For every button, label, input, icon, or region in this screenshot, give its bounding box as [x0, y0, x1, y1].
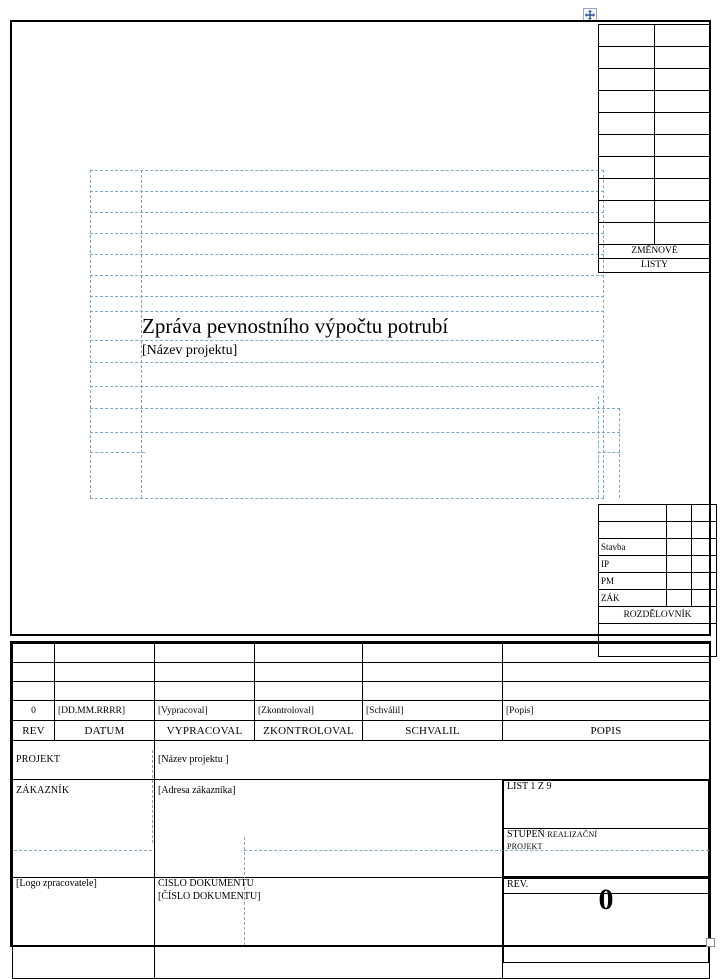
revision-cell[interactable] — [363, 682, 503, 701]
revision-cell[interactable] — [55, 644, 155, 663]
customer-label: ZÁKAZNÍK — [13, 780, 155, 878]
revision-rev-value[interactable]: 0 — [13, 701, 55, 721]
revision-number-row — [504, 894, 709, 963]
revision-label: REV. — [504, 879, 709, 894]
sheet-stage-label: STUPEŇ — [507, 829, 545, 840]
change-sheets-title-row — [599, 259, 711, 273]
distribution-cell[interactable] — [692, 590, 717, 607]
change-sheets-row — [599, 157, 711, 179]
revision-cell[interactable] — [363, 663, 503, 682]
project-label: PROJEKT — [13, 741, 155, 780]
distribution-row — [599, 505, 717, 522]
change-sheets-cell[interactable] — [655, 157, 711, 179]
customer-value[interactable]: [Adresa zákazníka] — [155, 780, 503, 878]
distribution-title-row — [599, 607, 717, 624]
revision-number-value: 0 — [598, 883, 614, 916]
distribution-cell[interactable] — [667, 556, 692, 573]
revision-blank-row — [13, 682, 710, 701]
revision-cell[interactable] — [13, 663, 55, 682]
sheet-list-value[interactable]: LIST 1 Z 9 — [504, 781, 709, 829]
change-sheets-cell[interactable] — [655, 113, 711, 135]
distribution-row — [599, 590, 717, 607]
change-sheets-row — [599, 113, 711, 135]
title-block — [10, 641, 711, 947]
document-number-table — [155, 878, 502, 976]
change-sheets-cell[interactable] — [599, 69, 655, 91]
revision-checker-value[interactable]: [Zkontroloval] — [255, 701, 363, 721]
revision-number-table — [503, 878, 709, 963]
document-number-value-row — [155, 891, 502, 976]
distribution-cell[interactable] — [667, 505, 692, 522]
distribution-table — [598, 504, 717, 657]
distribution-label-pm[interactable]: PM — [599, 573, 667, 590]
revision-row — [13, 701, 710, 721]
revision-header-row — [13, 721, 710, 741]
title-block-table — [12, 643, 710, 979]
distribution-row — [599, 539, 717, 556]
change-sheets-title-row — [599, 245, 711, 259]
sheet-stage-cell[interactable] — [504, 829, 709, 877]
change-sheets-cell[interactable] — [599, 47, 655, 69]
distribution-cell[interactable] — [692, 539, 717, 556]
project-value[interactable]: [Název projektu ] — [155, 741, 710, 780]
distribution-label-stavba[interactable]: Stavba — [599, 539, 667, 556]
change-sheets-row — [599, 223, 711, 245]
distribution-cell[interactable] — [667, 539, 692, 556]
change-sheets-cell[interactable] — [655, 223, 711, 245]
sheet-list-row — [504, 781, 709, 829]
logo-placeholder[interactable]: [Logo zpracovatele] — [13, 878, 155, 979]
resize-handle[interactable] — [706, 938, 715, 947]
change-sheets-row — [599, 25, 711, 47]
revision-cell[interactable] — [503, 682, 710, 701]
revision-date-value[interactable]: [DD.MM.RRRR] — [55, 701, 155, 721]
page-subtitle: [Název projektu] — [142, 343, 238, 358]
revision-cell[interactable] — [55, 682, 155, 701]
change-sheets-row — [599, 69, 711, 91]
distribution-cell[interactable] — [692, 505, 717, 522]
change-sheets-cell[interactable] — [599, 113, 655, 135]
revision-approver-value[interactable]: [Schválil] — [363, 701, 503, 721]
revision-author-value[interactable]: [Vypracoval] — [155, 701, 255, 721]
distribution-label[interactable] — [599, 522, 667, 539]
revision-cell[interactable] — [55, 663, 155, 682]
change-sheets-cell[interactable] — [655, 179, 711, 201]
document-number-header: ČÍSLO DOKUMENTU — [158, 878, 254, 889]
change-sheets-cell[interactable] — [599, 201, 655, 223]
revision-header-rev: REV — [13, 721, 55, 741]
distribution-title: ROZDĚLOVNÍK — [599, 607, 717, 624]
distribution-cell[interactable] — [692, 522, 717, 539]
revision-header-popis: POPIS — [503, 721, 710, 741]
revision-cell[interactable] — [255, 663, 363, 682]
change-sheets-cell[interactable] — [655, 25, 711, 47]
document-number-header-row — [155, 878, 502, 891]
change-sheets-cell[interactable] — [655, 47, 711, 69]
revision-cell[interactable] — [255, 682, 363, 701]
revision-cell[interactable] — [155, 682, 255, 701]
change-sheets-cell[interactable] — [599, 179, 655, 201]
change-sheets-row — [599, 201, 711, 223]
customer-row — [13, 780, 710, 878]
change-sheets-row — [599, 47, 711, 69]
change-sheets-table — [598, 24, 711, 273]
revision-header-schvalil: SCHVALIL — [363, 721, 503, 741]
revision-header-zkontroloval: ZKONTROLOVAL — [255, 721, 363, 741]
distribution-cell[interactable] — [692, 556, 717, 573]
change-sheets-title-line1: ZMĚNOVÉ — [599, 245, 711, 259]
revision-cell[interactable] — [13, 644, 55, 663]
project-row — [13, 741, 710, 780]
distribution-row — [599, 522, 717, 539]
revision-blank-row — [13, 663, 710, 682]
change-sheets-cell[interactable] — [599, 157, 655, 179]
sheet-stage-value-line2: PROJEKT — [507, 842, 543, 851]
revision-header-datum: DATUM — [55, 721, 155, 741]
distribution-cell[interactable] — [667, 573, 692, 590]
page-title: Zpráva pevnostního výpočtu potrubí — [142, 314, 449, 338]
sheet-info-cell — [503, 780, 710, 878]
distribution-label-zak[interactable]: ZÁK — [599, 590, 667, 607]
distribution-row — [599, 573, 717, 590]
revision-cell[interactable] — [503, 663, 710, 682]
distribution-label[interactable] — [599, 505, 667, 522]
sheet-stage-value-line1: REALIZAČNÍ — [547, 830, 598, 839]
sheet-info-table — [503, 780, 709, 877]
revision-header-vypracoval: VYPRACOVAL — [155, 721, 255, 741]
sheet-stage-row — [504, 829, 709, 877]
distribution-row — [599, 556, 717, 573]
change-sheets-cell[interactable] — [655, 91, 711, 113]
footer-row — [13, 878, 710, 979]
revision-cell[interactable] — [363, 644, 503, 663]
revision-blank-row — [13, 644, 710, 663]
document-number-cell — [155, 878, 503, 979]
change-sheets-cell[interactable] — [655, 69, 711, 91]
change-sheets-cell[interactable] — [599, 25, 655, 47]
revision-description-value[interactable]: [Popis] — [503, 701, 710, 721]
revision-cell[interactable] — [255, 644, 363, 663]
change-sheets-title-line2: LISTY — [599, 259, 711, 273]
revision-cell[interactable] — [503, 644, 710, 663]
change-sheets-cell[interactable] — [599, 135, 655, 157]
document-number-value[interactable]: [ČÍSLO DOKUMENTU] — [158, 891, 261, 902]
distribution-label-ip[interactable]: IP — [599, 556, 667, 573]
change-sheets-cell[interactable] — [599, 223, 655, 245]
revision-cell[interactable] — [155, 663, 255, 682]
change-sheets-row — [599, 179, 711, 201]
distribution-cell[interactable] — [667, 522, 692, 539]
change-sheets-cell[interactable] — [655, 135, 711, 157]
revision-number-cell — [503, 878, 710, 979]
distribution-cell[interactable] — [667, 590, 692, 607]
change-sheets-cell[interactable] — [599, 91, 655, 113]
distribution-cell[interactable] — [692, 573, 717, 590]
revision-cell[interactable] — [155, 644, 255, 663]
revision-cell[interactable] — [13, 682, 55, 701]
change-sheets-cell[interactable] — [655, 201, 711, 223]
change-sheets-row — [599, 91, 711, 113]
change-sheets-row — [599, 135, 711, 157]
